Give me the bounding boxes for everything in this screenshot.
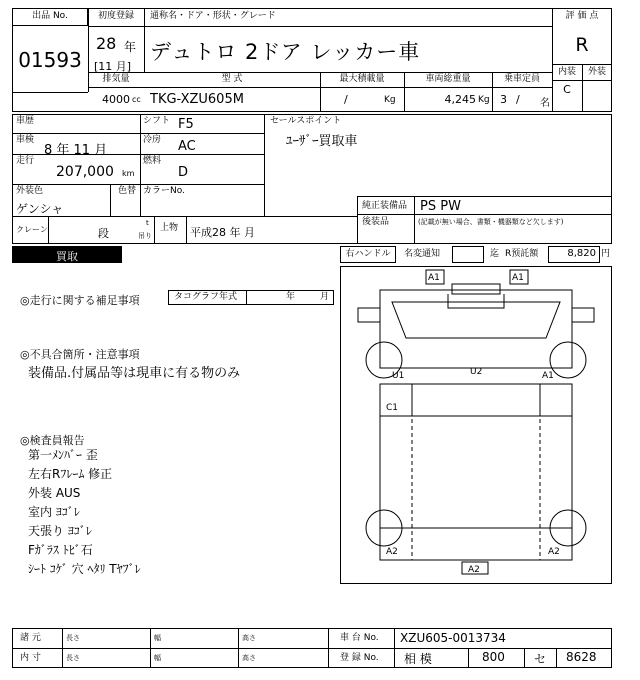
- tacho-label: タコグラフ年式: [174, 292, 238, 302]
- mark-u1: U1: [392, 371, 405, 381]
- model-value: TKG-XZU605M: [150, 92, 244, 107]
- width-label: 幅: [154, 654, 161, 662]
- divider: [154, 216, 155, 244]
- capacity-sep: /: [516, 93, 520, 106]
- cargo-bed: [380, 384, 572, 560]
- mark-label: 迄: [490, 249, 500, 259]
- plate-kana: セ: [534, 652, 547, 666]
- divider: [468, 648, 469, 668]
- color-change-label: 色替: [118, 186, 137, 196]
- inspection-label: 車検: [16, 135, 35, 145]
- sales-point-value: ﾕｰｻﾞｰ買取車: [286, 134, 358, 149]
- recycle-value: 8,820: [567, 248, 596, 259]
- recycle-label: R预託額: [505, 249, 539, 259]
- color-code-label: カラーNo.: [143, 186, 185, 196]
- chassis-number: XZU605-0013734: [400, 631, 506, 645]
- plate-region: 相 模: [404, 652, 432, 666]
- divider: [414, 196, 415, 244]
- plate-class: 800: [482, 650, 505, 664]
- color-label: 外装色: [16, 186, 44, 196]
- year-unit: 年: [124, 40, 137, 54]
- fuel-label: 燃料: [143, 156, 162, 166]
- first-reg-year: 28: [96, 34, 117, 53]
- inspector-line: 天張り ﾖｺﾞﾚ: [28, 524, 92, 538]
- total-weight-label: 車両総重量: [425, 74, 471, 84]
- crane-label: クレーン: [16, 225, 48, 234]
- length-label: 長さ: [66, 634, 80, 642]
- color-value: ゲンシャ: [16, 202, 64, 216]
- capacity-value: 3: [500, 93, 507, 106]
- capacity-label: 乗車定員: [503, 74, 540, 84]
- divider: [140, 184, 141, 216]
- sales-point-label: セールスポイント: [270, 116, 342, 126]
- aftermarket-note: (記載が無い場合、書類・機器類など欠します): [418, 218, 564, 226]
- name-change-label: 名変通知: [404, 249, 441, 259]
- divider: [110, 184, 111, 216]
- tacho-year: 年: [286, 292, 296, 302]
- max-load-label: 最大積載量: [339, 74, 385, 84]
- plate-label: 登 録 No.: [340, 653, 379, 663]
- loader-label: 上物: [160, 223, 179, 233]
- driving-title: ◎走行に関する補足事項: [20, 294, 140, 307]
- crane-ton: t: [146, 219, 149, 227]
- max-load-unit: Kg: [384, 95, 396, 105]
- mark-c1: C1: [386, 403, 399, 413]
- windshield: [392, 302, 560, 338]
- divider: [246, 290, 247, 305]
- score-label: 評 価 点: [565, 11, 599, 21]
- divider: [238, 628, 239, 668]
- buy-badge-text: 買取: [56, 250, 78, 263]
- divider: [12, 133, 264, 134]
- mark-a1-side: A1: [542, 371, 554, 381]
- divider: [328, 628, 329, 668]
- inspector-line: 第一ﾒﾝﾊﾞｰ 歪: [28, 448, 98, 462]
- divider: [524, 648, 525, 668]
- divider: [12, 648, 612, 649]
- divider: [552, 80, 612, 81]
- divider: [556, 648, 557, 668]
- tacho-month: 月: [320, 292, 330, 302]
- divider: [150, 628, 151, 668]
- divider: [394, 628, 395, 668]
- plate-number: 8628: [566, 650, 597, 664]
- total-weight-unit: Kg: [478, 95, 490, 105]
- mirror-left-icon: [358, 308, 380, 322]
- divider: [62, 628, 63, 668]
- interior-label: 内装: [557, 67, 576, 77]
- ac-value: AC: [178, 139, 196, 154]
- inspector-line: 左右Rﾌﾚｰﾑ 修正: [28, 467, 113, 481]
- cc-unit: cc: [132, 95, 141, 104]
- mark-a2-right: A2: [548, 547, 560, 557]
- wheel-front-right-icon: [550, 342, 586, 378]
- divider: [12, 184, 264, 185]
- inspector-line: ｼｰﾄ ｺｹﾞ 穴 ﾍﾀﾘ Tﾔﾌﾞﾚ: [28, 562, 141, 576]
- max-load-value: /: [344, 93, 348, 106]
- car-name-label: 通称名・ドア・形状・グレード: [150, 11, 276, 21]
- displacement-label: 排気量: [102, 74, 130, 84]
- divider: [140, 114, 141, 186]
- score-value: R: [575, 34, 589, 56]
- crane-hook: 吊り: [138, 232, 152, 240]
- inspector-line: 室内 ﾖｺﾞﾚ: [28, 505, 80, 519]
- divider: [144, 8, 145, 72]
- fuel-value: D: [178, 165, 189, 180]
- inspector-title: ◎検査員報告: [20, 434, 85, 447]
- mark-a1-left: A1: [428, 273, 440, 283]
- mark-u2: U2: [470, 367, 483, 377]
- loader-date: 平成28 年 月: [190, 226, 255, 239]
- divider: [12, 92, 88, 93]
- chassis-label: 車 台 No.: [340, 633, 379, 643]
- inspection-value: 8 年 11 月: [44, 143, 108, 158]
- truck-diagram: [340, 266, 612, 584]
- aftermarket-label: 後装品: [362, 217, 390, 227]
- interior-score: C: [563, 83, 571, 96]
- crane-stage: 段: [98, 227, 109, 240]
- right-hand-label: 右ハンドル: [345, 249, 391, 259]
- width-label: 幅: [154, 634, 161, 642]
- divider: [88, 26, 552, 27]
- first-reg-label: 初度登録: [97, 11, 134, 21]
- specs-row-label: 諸 元: [20, 633, 41, 643]
- divider: [357, 196, 612, 197]
- mark-a1-right: A1: [512, 273, 524, 283]
- divider: [552, 8, 553, 112]
- name-change-box: [452, 246, 484, 263]
- defects-title: ◎不具合箇所・注意事項: [20, 348, 140, 361]
- ac-label: 冷房: [143, 135, 162, 145]
- height-label: 高さ: [242, 634, 256, 642]
- divider: [48, 216, 49, 244]
- inspector-line: 外装 AUS: [28, 486, 81, 500]
- mileage-label: 走行: [16, 156, 35, 166]
- km-unit: km: [122, 169, 135, 178]
- shift-label: シフト: [143, 116, 171, 126]
- car-name: デュトロ 2ドア レッカー車: [150, 40, 421, 64]
- length-label: 長さ: [66, 654, 80, 662]
- capacity-unit: 名: [540, 98, 550, 109]
- crane-boom: [448, 294, 504, 308]
- roof-light: [452, 284, 500, 294]
- mileage-value: 207,000: [56, 164, 114, 180]
- divider: [357, 214, 612, 215]
- mark-a2-bottom: A2: [468, 565, 480, 575]
- displacement-value: 4000: [102, 93, 130, 106]
- history-label: 車歴: [16, 116, 35, 126]
- yen-unit: 円: [601, 249, 611, 259]
- mirror-right-icon: [572, 308, 594, 322]
- equipment-label: 純正装備品: [362, 201, 408, 211]
- shift-value: F5: [178, 117, 194, 132]
- divider: [357, 216, 358, 244]
- model-label: 型 式: [221, 74, 243, 84]
- divider: [186, 216, 187, 244]
- exterior-label: 外装: [587, 67, 606, 77]
- inner-row-label: 内 寸: [20, 653, 41, 663]
- total-weight-value: 4,245: [444, 93, 476, 106]
- divider: [12, 216, 357, 217]
- equipment-value: PS PW: [420, 199, 461, 214]
- divider: [264, 114, 265, 216]
- lot-number: 01593: [18, 48, 82, 72]
- lot-label: 出品 No.: [32, 11, 68, 21]
- height-label: 高さ: [242, 654, 256, 662]
- divider: [12, 154, 264, 155]
- mark-a2-left: A2: [386, 547, 398, 557]
- first-reg-month: [11 月]: [94, 60, 132, 73]
- inspector-line: Fｶﾞﾗｽ ﾄﾋﾞ石: [28, 543, 93, 557]
- defects-text: 装備品.付属品等は現車に有る物のみ: [28, 366, 241, 381]
